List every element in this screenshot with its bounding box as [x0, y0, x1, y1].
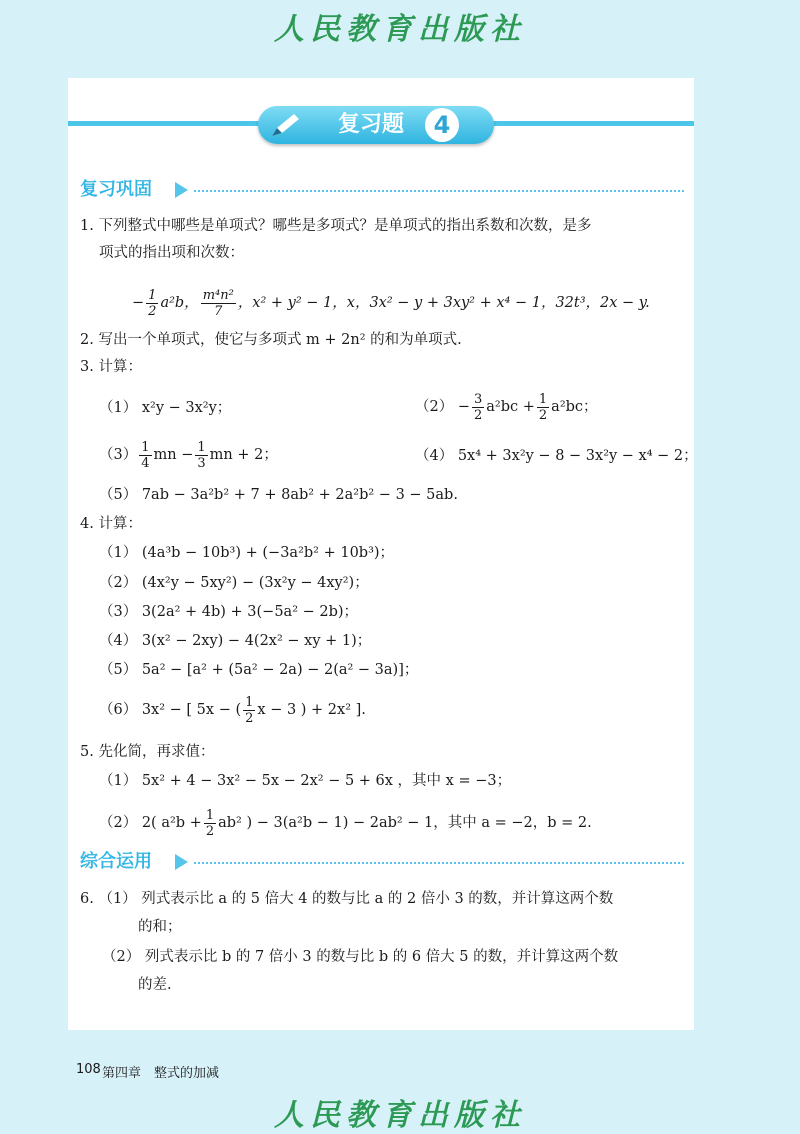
q6-line3: （2） 列式表示比 b 的 7 倍小 3 的数与比 b 的 6 倍大 5 的数，并计算这两个数	[102, 949, 619, 965]
q6-line4: 的差.	[138, 977, 172, 993]
section-arrow-icon	[175, 854, 188, 870]
q1-expression: − $\frac{1}{2}$ a²b， $\frac{\text{m⁴n²}}{7}$ ，x² + y² − 1，x，3x² − y + 3xy² + x⁴ − 1，32t³，2x − y.	[132, 287, 650, 319]
q4-part1: （1） (4a³b − 10b³) + (−3a²b² + 10b³)；	[99, 545, 395, 561]
section-review-heading: 复习巩固	[80, 179, 152, 200]
q4-label: 4. 计算：	[80, 516, 142, 532]
q2-text: 2. 写出一个单项式，使它与多项式 m + 2n² 的和为单项式.	[80, 332, 462, 348]
q1-line2: 项式的指出项和次数：	[99, 245, 244, 261]
q3-part1: （1） x²y − 3x²y；	[99, 400, 232, 416]
section-apply-heading: 综合运用	[80, 851, 152, 872]
pencil-icon	[268, 110, 302, 140]
q4-part5: （5） 5a² − [a² + (5a² − 2a) − 2(a² − 3a)]；	[99, 662, 419, 678]
q3-part3: （3） $\frac{1}{4}$ mn − $\frac{1}{3}$ mn + 2；	[99, 439, 278, 471]
q1-frac-2: $\frac{\text{m⁴n²}}{7}$	[202, 287, 234, 319]
q3-part2: （2） − $\frac{3}{2}$ a²bc + $\frac{1}{2}$ a²bc；	[415, 391, 598, 423]
q1-line1: 1. 下列整式中哪些是单项式？哪些是多项式？是单项式的指出系数和次数，是多	[80, 218, 592, 234]
section-divider	[194, 190, 684, 192]
q1-frac-1: $\frac{1}{2}$	[148, 287, 157, 319]
q4-part4: （4） 3(x² − 2xy) − 4(2x² − xy + 1)；	[99, 633, 372, 649]
page-title: 复习题	[338, 112, 405, 137]
q6-line2: 的和；	[138, 919, 182, 935]
q4-part6: （6） 3x² − [ 5x − ( $\frac{1}{2}$ x − 3 ) + 2x² ].	[99, 694, 366, 726]
q6-line1: 6. （1） 列式表示比 a 的 5 倍大 4 的数与比 a 的 2 倍小 3 的数，并计算这两个数	[80, 891, 614, 907]
q4-part2: （2） (4x²y − 5xy²) − (3x²y − 4xy²)；	[99, 575, 369, 591]
q3-label: 3. 计算：	[80, 359, 142, 375]
publisher-logo-top: 人民教育出版社	[274, 12, 526, 47]
publisher-logo-bottom: 人民教育出版社	[274, 1098, 526, 1133]
q4-part3: （3） 3(2a² + 4b) + 3(−5a² − 2b)；	[99, 604, 359, 620]
q5-part1: （1） 5x² + 4 − 3x² − 5x − 2x² − 5 + 6x ，其中 x = −3；	[99, 773, 512, 789]
q5-part2: （2） 2( a²b + $\frac{1}{2}$ ab² ) − 3(a²b − 1) − 2ab² − 1，其中 a = −2，b = 2.	[99, 807, 592, 839]
section-divider	[194, 862, 684, 864]
title-number-badge: 4	[425, 108, 459, 142]
q3-part4: （4） 5x⁴ + 3x²y − 8 − 3x²y − x⁴ − 2；	[415, 448, 698, 464]
q3-part5: （5） 7ab − 3a²b² + 7 + 8ab² + 2a²b² − 3 − 5ab.	[99, 487, 458, 503]
page-number: 108	[76, 1062, 101, 1077]
q5-label: 5. 先化简，再求值：	[80, 744, 215, 760]
chapter-label: 第四章 整式的加减	[102, 1066, 220, 1081]
section-arrow-icon	[175, 182, 188, 198]
